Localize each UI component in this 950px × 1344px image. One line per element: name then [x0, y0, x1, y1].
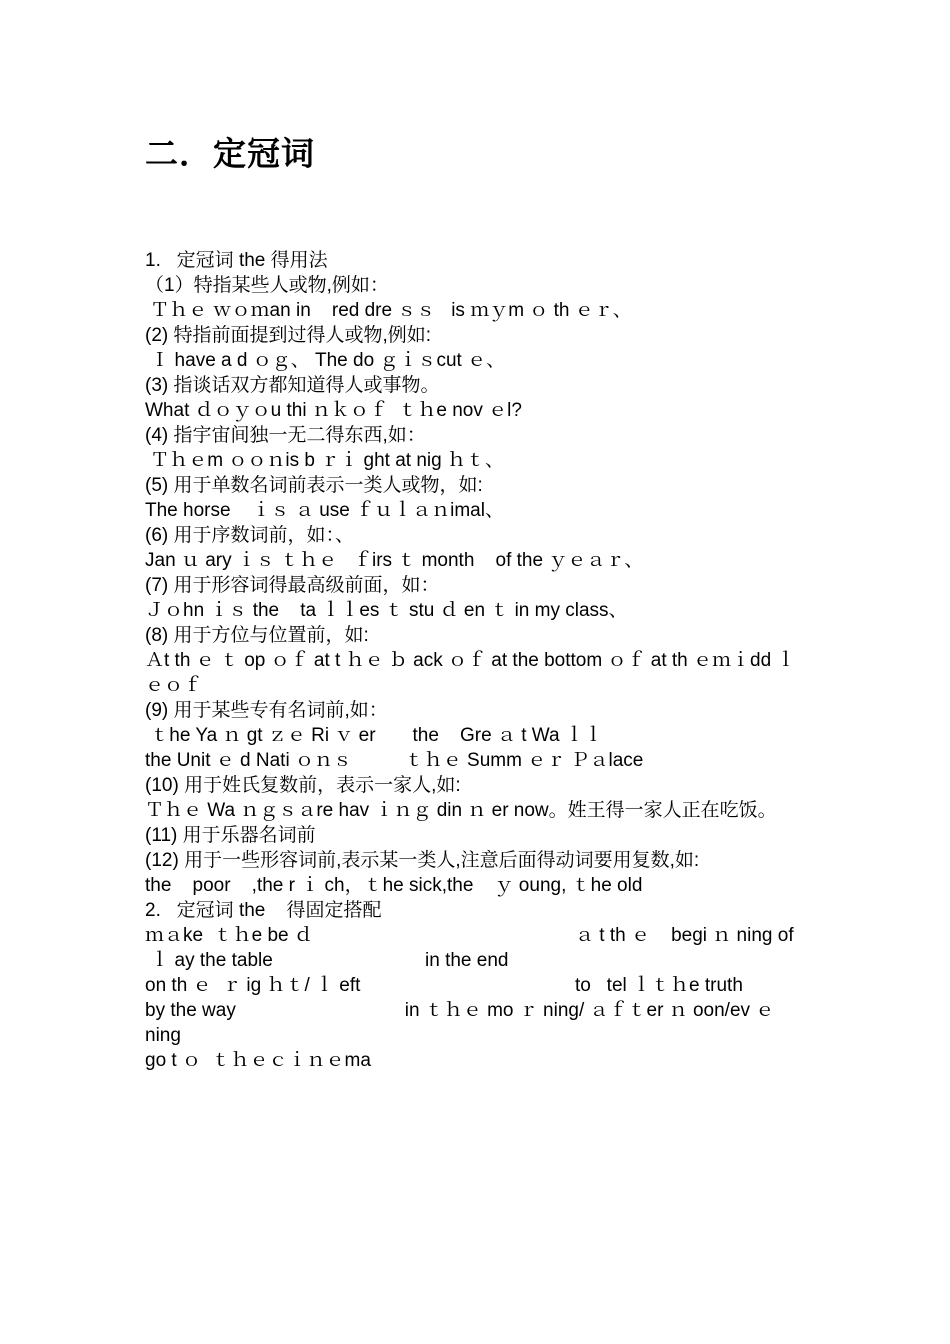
phrase-row — [145, 973, 810, 998]
text-line: (8) 用于方位与位置前，如: — [145, 625, 369, 646]
example-line: Ｔｈｅ ｗｏｍan in red dre ｓｓ is ｍｙm ｏ th ｅｒ、 — [145, 300, 632, 321]
example-line: The horse ｉｓ ａ use ｆｕｌａｎimal、 — [145, 500, 504, 521]
text-line: (9) 用于某些专有名词前,如： — [145, 700, 388, 721]
phrase — [575, 948, 810, 973]
phrase: on th ｅ ｒ ig ｈｔ/ ｌ eft — [145, 975, 361, 996]
text-line: (10) 用于姓氏复数前，表示一家人,如: — [145, 775, 461, 796]
phrase: go t ｏ ｔｈｅｃｉｎｅma — [145, 1050, 371, 1071]
example-paragraph: Ａt th ｅ ｔ op ｏｆ at t ｈｅ ｂ ack ｏｆ at the bottom ｏｆ at th ｅｍｉdd ｌｅｏｆ — [145, 650, 796, 696]
example-line: Ｔｈｅm ｏｏｎis b ｒｉ ght at nig ｈｔ、 — [145, 450, 504, 471]
text-line: (7) 用于形容词得最高级前面，如： — [145, 575, 440, 596]
phrase — [425, 923, 575, 948]
document-body — [145, 248, 810, 1073]
section-heading-phrases: 2. 定冠词 the 得固定搭配 — [145, 900, 382, 921]
text-line: (3) 指谈话双方都知道得人或事物。 — [145, 375, 440, 396]
example-paragraph: Ｔｈｅ Wa ｎｇｓａre hav ｉｎｇ din ｎ er now。姓王得一家人正在吃饭。 — [145, 800, 777, 821]
text-line: （1）特指某些人或物,例如： — [145, 275, 389, 296]
example-line: the Unit ｅ d Nati ｏｎｓ ｔｈｅ Summ ｅｒ Ｐａlace — [145, 750, 644, 771]
example-line: ｔhe Ya ｎ gt ｚｅ Ri ｖ er the Gre ａ t Wa ｌｌ — [145, 725, 603, 746]
phrase: to tel ｌｔｈe truth — [575, 975, 743, 996]
phrase — [425, 973, 575, 998]
phrase-paragraph: by the way in ｔｈｅ mo ｒ ning/ ａｆｔer ｎ oon/ev ｅ ning — [145, 1000, 780, 1046]
phrase: ｌ ay the table — [145, 950, 273, 971]
phrase-row — [145, 948, 810, 973]
phrase-row — [145, 923, 810, 948]
example-line: Ｉ have a d ｏｇ、 The do ｇｉｓcut ｅ、 — [145, 350, 506, 371]
section-heading-usage: 1. 定冠词 the 得用法 — [145, 250, 328, 271]
text-line: (5) 用于单数名词前表示一类人或物，如: — [145, 475, 483, 496]
text-line: (12) 用于一些形容词前,表示某一类人,注意后面得动词要用复数,如: — [145, 850, 700, 871]
phrase: in the end — [425, 950, 509, 971]
example-line: Jan ｕ ary ｉｓ ｔｈｅ ｆirs ｔ month of the ｙｅａｒ、 — [145, 550, 644, 571]
example-line: the poor ,the r ｉ ch，ｔhe sick,the ｙ oung, ｔhe old — [145, 875, 643, 896]
phrase: ａ t th ｅ begi ｎ ning of — [575, 925, 794, 946]
text-line: (6) 用于序数词前，如：、 — [145, 525, 355, 546]
text-line: (2) 特指前面提到过得人或物,例如: — [145, 325, 432, 346]
example-line: Ｊｏhn ｉｓ the ta ｌｌes ｔ stu ｄ en ｔ in my class、 — [145, 600, 628, 621]
page-title: 二．定冠词 — [145, 134, 315, 173]
text-line: (4) 指宇宙间独一无二得东西,如： — [145, 425, 426, 446]
text-line: (11) 用于乐器名词前 — [145, 825, 316, 846]
example-line: What ｄｏｙｏu thi ｎｋｏｆ ｔｈe nov ｅl? — [145, 400, 522, 421]
phrase: ｍａke ｔｈe be ｄ — [145, 925, 313, 946]
